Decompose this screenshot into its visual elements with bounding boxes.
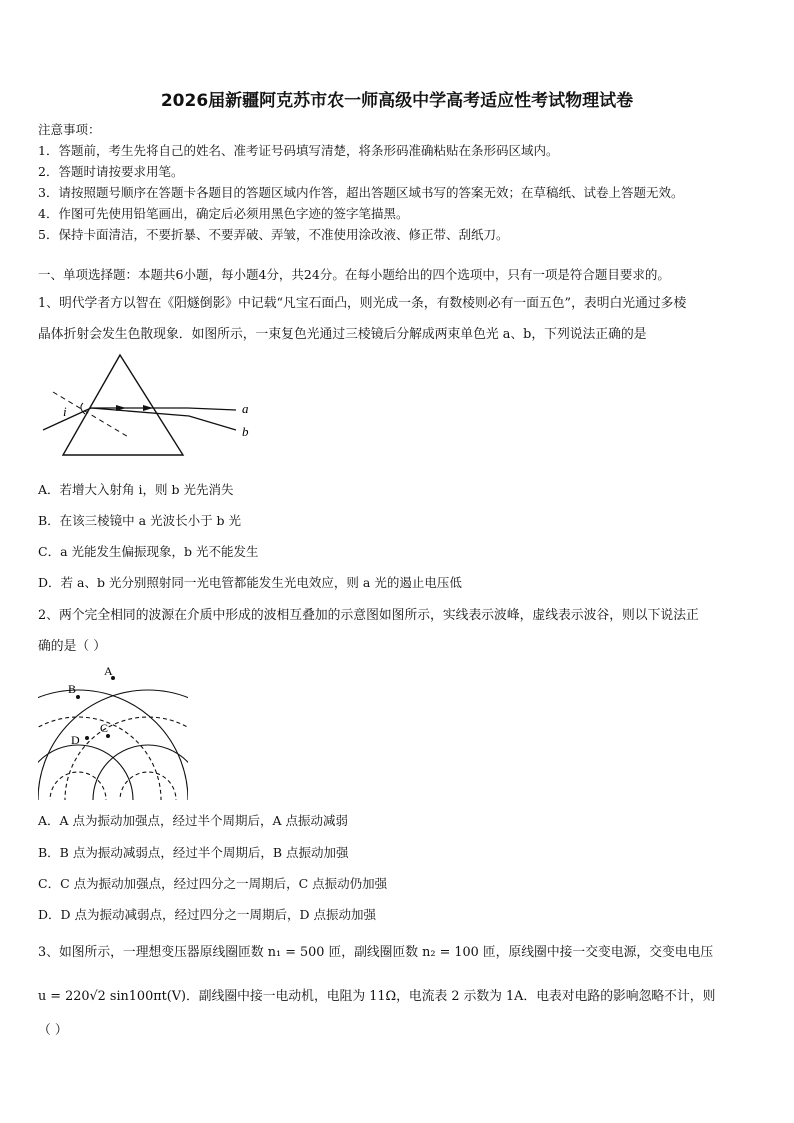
q1-option-c: C．a 光能发生偏振现象，b 光不能发生 — [38, 544, 259, 559]
label-A: A — [104, 664, 113, 678]
label-C: C — [100, 721, 109, 735]
notice-item-5: 5．保持卡面清洁，不要折暴、不要弄破、弄皱，不准使用涂改液、修正带、刮纸刀。 — [38, 227, 509, 242]
wave-interference-diagram — [38, 660, 188, 802]
label-a: a — [242, 401, 249, 416]
q3-stem-line3: （ ） — [38, 1023, 68, 1038]
notice-heading: 注意事项： — [38, 122, 101, 137]
q2-option-c: C．C 点为振动加强点，经过四分之一周期后，C 点振动仍加强 — [38, 876, 388, 891]
page-title: 2026届新疆阿克苏市农一师高级中学高考适应性考试物理试卷 — [160, 91, 634, 111]
label-B: B — [68, 682, 77, 696]
notice-item-4: 4．作图可先使用铅笔画出，确定后必须用黑色字迹的签字笔描黑。 — [38, 206, 409, 221]
notice-item-3: 3．请按照题号顺序在答题卡各题目的答题区域内作答，超出答题区域书写的答案无效；在草稿纸、试卷上答题无效。 — [38, 185, 684, 200]
q2-stem-line1: 2、两个完全相同的波源在介质中形成的波相互叠加的示意图如图所示，实线表示波峰，虚线表示波谷，则以下说法正 — [38, 608, 699, 623]
q2-option-d: D．D 点为振动减弱点，经过四分之一周期后，D 点振动加强 — [38, 907, 377, 922]
q1-stem-line1: 1、明代学者方以智在《阳燧倒影》中记载“凡宝石面凸，则光成一条，有数棱则必有一面五色”，表明白光通过多棱 — [38, 296, 687, 311]
q1-option-b: B．在该三棱镜中 a 光波长小于 b 光 — [38, 513, 242, 528]
ray-b — [91, 408, 236, 430]
notice-item-2: 2．答题时请按要求用笔。 — [38, 164, 184, 179]
ray-a — [188, 408, 236, 410]
q3-stem-line1: 3、如图所示，一理想变压器原线圈匝数 n₁ = 500 匝，副线圈匝数 n₂ = 100 匝，原线圈中接一交变电源，交变电电压 — [38, 945, 714, 960]
label-i: i — [63, 404, 67, 419]
q1-option-a: A．若增大入射角 i，则 b 光先消失 — [38, 482, 234, 497]
prism-diagram — [38, 350, 268, 460]
q2-stem-line2: 确的是（ ） — [38, 639, 107, 654]
q1-option-d: D．若 a、b 光分别照射同一光电管都能发生光电效应，则 a 光的遏止电压低 — [38, 575, 462, 590]
q3-stem-line2: u = 220√2 sin100πt(V)．副线圈中接一电动机，电阻为 11Ω，电流表 2 示数为 1A．电表对电路的影响忽略不计，则 — [38, 989, 716, 1004]
label-D: D — [71, 733, 80, 747]
label-b: b — [242, 424, 249, 439]
q2-option-b: B．B 点为振动减弱点，经过半个周期后，B 点振动加强 — [38, 845, 349, 860]
q1-stem-line2: 晶体折射会发生色散现象．如图所示，一束复色光通过三棱镜后分解成两束单色光 a、b，下列说法正确的是 — [38, 327, 647, 342]
notice-item-1: 1．答题前，考生先将自己的姓名、准考证号码填写清楚，将条形码准确粘贴在条形码区域内。 — [38, 143, 559, 158]
section-heading: 一、单项选择题：本题共6小题，每小题4分，共24分。在每小题给出的四个选项中，只有一项是符合题目要求的。 — [38, 267, 670, 282]
q2-option-a: A．A 点为振动加强点，经过半个周期后，A 点振动减弱 — [38, 813, 349, 828]
